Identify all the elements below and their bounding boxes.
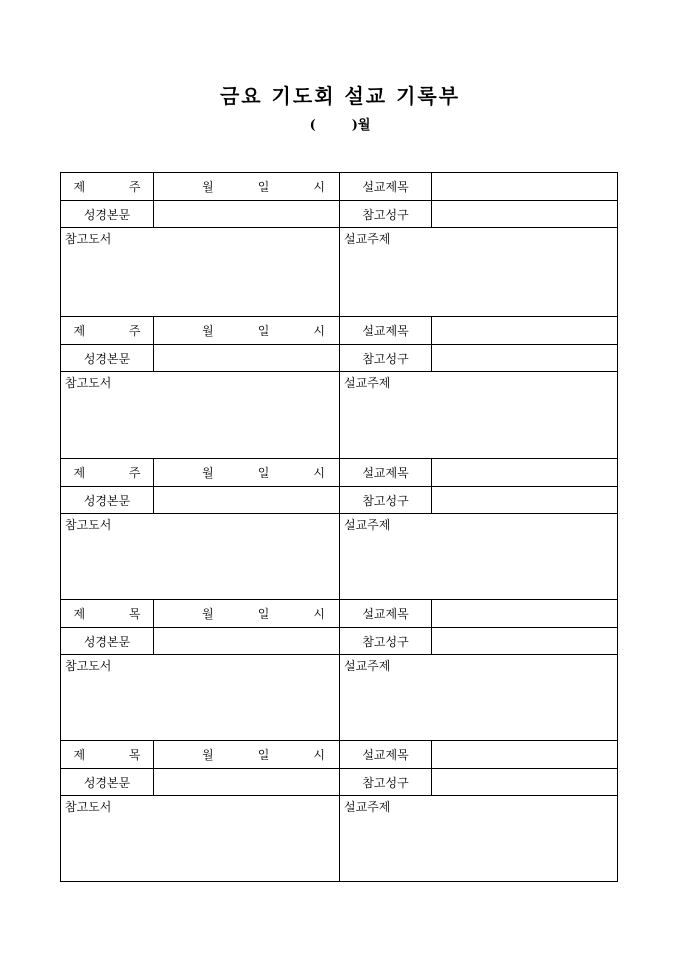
scripture-label: 성경본문: [83, 775, 131, 790]
scripture-field[interactable]: [153, 769, 339, 795]
day-label: 일: [257, 324, 270, 338]
sermon-theme-label: 설교주제: [344, 800, 391, 814]
sermon-title-label: 설교제목: [339, 173, 431, 200]
scripture-field[interactable]: [153, 345, 339, 371]
page-title: 금요 기도회 설교 기록부: [219, 84, 461, 108]
scripture-field[interactable]: [153, 487, 339, 513]
record-scripture-row: [61, 768, 617, 795]
record-notes-row: [61, 227, 617, 316]
day-label: 일: [257, 180, 270, 194]
record-header-row: [61, 173, 617, 200]
month-label: 월: [202, 466, 214, 480]
lead-label: [61, 173, 161, 200]
ref-verse-label: 참고성구: [339, 201, 431, 227]
sermon-title-field[interactable]: [431, 600, 617, 627]
scripture-label: 성경본문: [83, 351, 131, 366]
sermon-record: [61, 316, 617, 458]
record-scripture-row: [61, 627, 617, 654]
date-field[interactable]: [153, 741, 339, 768]
record-header-row: [61, 317, 617, 344]
lead-label-text: 제 목: [73, 748, 161, 762]
sermon-title-field[interactable]: [431, 459, 617, 486]
sermon-record-form: [60, 172, 618, 882]
ref-verse-field[interactable]: [431, 769, 617, 795]
record-header-row: [61, 600, 617, 627]
scripture-label: 성경본문: [83, 634, 131, 649]
date-field[interactable]: [153, 317, 339, 344]
sermon-title-field[interactable]: [431, 741, 617, 768]
month-open-paren: (: [309, 118, 316, 133]
time-label: 시: [313, 324, 325, 338]
ref-books-field[interactable]: [61, 228, 339, 316]
ref-books-label: 참고도서: [65, 518, 112, 532]
month-close-label: )월: [351, 118, 371, 133]
record-notes-row: [61, 513, 617, 599]
lead-label: [61, 459, 161, 486]
lead-label-text: 제 주: [73, 466, 161, 480]
record-scripture-row: [61, 344, 617, 371]
record-header-row: [61, 741, 617, 768]
record-notes-row: [61, 795, 617, 881]
time-label: 시: [313, 607, 325, 621]
sermon-theme-field[interactable]: [339, 514, 617, 599]
ref-verse-label: 참고성구: [339, 769, 431, 795]
date-field[interactable]: [153, 459, 339, 486]
sermon-theme-label: 설교주제: [344, 659, 391, 673]
record-notes-row: [61, 371, 617, 458]
scripture-field[interactable]: [153, 201, 339, 227]
lead-label-text: 제 주: [73, 180, 161, 194]
scripture-label: 성경본문: [83, 207, 131, 222]
record-scripture-row: [61, 486, 617, 513]
sermon-title-label: 설교제목: [339, 317, 431, 344]
ref-verse-field[interactable]: [431, 345, 617, 371]
ref-books-field[interactable]: [61, 655, 339, 740]
ref-verse-field[interactable]: [431, 628, 617, 654]
month-label: 월: [202, 607, 214, 621]
lead-label-text: 제 주: [73, 324, 161, 338]
record-scripture-row: [61, 200, 617, 227]
sermon-theme-field[interactable]: [339, 796, 617, 881]
scripture-label: 성경본문: [83, 493, 131, 508]
sermon-theme-field[interactable]: [339, 228, 617, 316]
sermon-record: [61, 173, 617, 316]
sermon-title-field[interactable]: [431, 317, 617, 344]
ref-verse-field[interactable]: [431, 487, 617, 513]
date-field[interactable]: [153, 173, 339, 200]
ref-verse-label: 참고성구: [339, 487, 431, 513]
day-label: 일: [257, 466, 270, 480]
day-label: 일: [257, 607, 270, 621]
time-label: 시: [313, 466, 325, 480]
sermon-title-field[interactable]: [431, 173, 617, 200]
scripture-field[interactable]: [153, 628, 339, 654]
ref-books-field[interactable]: [61, 514, 339, 599]
sermon-record: [61, 740, 617, 881]
sermon-title-label: 설교제목: [339, 600, 431, 627]
record-notes-row: [61, 654, 617, 740]
ref-books-field[interactable]: [61, 796, 339, 881]
sermon-theme-label: 설교주제: [344, 518, 391, 532]
ref-books-label: 참고도서: [65, 659, 112, 673]
month-label: 월: [202, 324, 214, 338]
sermon-theme-label: 설교주제: [344, 232, 391, 246]
sermon-theme-field[interactable]: [339, 655, 617, 740]
ref-verse-field[interactable]: [431, 201, 617, 227]
ref-verse-label: 참고성구: [339, 628, 431, 654]
record-header-row: [61, 459, 617, 486]
ref-books-label: 참고도서: [65, 376, 112, 390]
lead-label: [61, 741, 161, 768]
month-label: 월: [202, 748, 214, 762]
lead-label: [61, 317, 161, 344]
ref-books-label: 참고도서: [65, 232, 112, 246]
lead-label: [61, 600, 161, 627]
ref-verse-label: 참고성구: [339, 345, 431, 371]
day-label: 일: [257, 748, 270, 762]
time-label: 시: [313, 180, 325, 194]
lead-label-text: 제 목: [73, 607, 161, 621]
sermon-record: [61, 599, 617, 740]
sermon-title-label: 설교제목: [339, 741, 431, 768]
sermon-title-label: 설교제목: [339, 459, 431, 486]
month-subtitle: [0, 114, 680, 133]
ref-books-field[interactable]: [61, 372, 339, 458]
sermon-theme-field[interactable]: [339, 372, 617, 458]
date-field[interactable]: [153, 600, 339, 627]
time-label: 시: [313, 748, 325, 762]
month-label: 월: [202, 180, 214, 194]
ref-books-label: 참고도서: [65, 800, 112, 814]
sermon-record: [61, 458, 617, 599]
sermon-theme-label: 설교주제: [344, 376, 391, 390]
